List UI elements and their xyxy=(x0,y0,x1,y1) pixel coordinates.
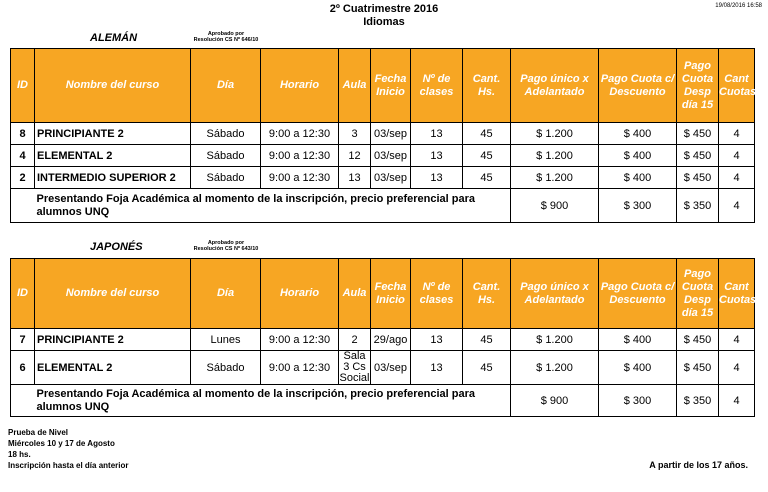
col-day-header: Día xyxy=(191,49,261,123)
preferential-price-note: Presentando Foja Académica al momento de la inscripción, precio preferencial para alumnos UNQ xyxy=(35,189,511,223)
level-test-dates: Miércoles 10 y 17 de Agosto xyxy=(8,439,115,448)
course-name: ELEMENTAL 2 xyxy=(35,145,191,167)
course-day: Sábado xyxy=(191,351,261,385)
col-start-header: Fecha Inicio xyxy=(371,49,411,123)
course-installments: 4 xyxy=(719,329,755,351)
course-table-japones xyxy=(10,258,755,417)
course-room: Sala 3 Cs Social xyxy=(339,351,370,384)
page-title: 2º Cuatrimestre 2016 xyxy=(329,3,439,15)
course-time: 9:00 a 12:30 xyxy=(261,351,339,385)
approval-line2: Resolución CS Nº 643/10 xyxy=(193,246,259,252)
course-start: 03/sep xyxy=(371,351,411,385)
section-name-aleman: ALEMÁN xyxy=(90,32,138,44)
course-id: 8 xyxy=(11,123,35,145)
course-time: 9:00 a 12:30 xyxy=(261,167,339,189)
course-single-price: $ 1.200 xyxy=(511,167,599,189)
col-late-header: Pago Cuota Desp día 15 xyxy=(677,49,719,123)
course-hours: 45 xyxy=(463,167,511,189)
course-id: 6 xyxy=(11,351,35,385)
course-start: 03/sep xyxy=(371,145,411,167)
course-id: 4 xyxy=(11,145,35,167)
col-discount-header: Pago Cuota c/ Descuento xyxy=(599,259,677,329)
course-id: 7 xyxy=(11,329,35,351)
course-installments: 4 xyxy=(719,351,755,385)
course-day: Sábado xyxy=(191,123,261,145)
course-classes: 13 xyxy=(411,329,463,351)
preferential-discount-price: $ 300 xyxy=(599,385,677,417)
course-id: 2 xyxy=(11,167,35,189)
timestamp: 19/08/2016 16:58 xyxy=(715,3,762,9)
course-hours: 45 xyxy=(463,351,511,385)
course-classes: 13 xyxy=(411,167,463,189)
course-single-price: $ 1.200 xyxy=(511,329,599,351)
course-start: 29/ago xyxy=(371,329,411,351)
col-single-header: Pago único x Adelantado xyxy=(511,259,599,329)
course-time: 9:00 a 12:30 xyxy=(261,145,339,167)
table-row xyxy=(11,351,755,385)
course-start: 03/sep xyxy=(371,167,411,189)
course-installments: 4 xyxy=(719,123,755,145)
course-day: Sábado xyxy=(191,145,261,167)
approval-line2: Resolución CS Nº 646/10 xyxy=(193,37,259,43)
course-classes: 13 xyxy=(411,123,463,145)
col-day-header: Día xyxy=(191,259,261,329)
col-name-header: Nombre del curso xyxy=(35,49,191,123)
course-day: Lunes xyxy=(191,329,261,351)
table-row xyxy=(11,145,755,167)
preferential-price-note: Presentando Foja Académica al momento de la inscripción, precio preferencial para alumnos UNQ xyxy=(35,385,511,417)
preferential-late-price: $ 350 xyxy=(677,385,719,417)
course-name: ELEMENTAL 2 xyxy=(35,351,191,385)
approval-line1: Aprobado por xyxy=(207,31,245,37)
level-test-title: Prueba de Nivel xyxy=(8,428,69,437)
preferential-late-price: $ 350 xyxy=(677,189,719,223)
col-late-header: Pago Cuota Desp día 15 xyxy=(677,259,719,329)
col-classes-header: Nº de clases xyxy=(411,49,463,123)
course-room: 13 xyxy=(339,167,371,189)
section-name-japones: JAPONÉS xyxy=(90,241,143,253)
col-hours-header: Cant. Hs. xyxy=(463,259,511,329)
approval-note-japones xyxy=(188,240,264,252)
col-name-header: Nombre del curso xyxy=(35,259,191,329)
preferential-price-row xyxy=(11,189,755,223)
course-start: 03/sep xyxy=(371,123,411,145)
table-header-row xyxy=(11,259,755,329)
registration-deadline: Inscripción hasta el día anterior xyxy=(8,461,129,470)
col-installments-header: Cant Cuotas xyxy=(719,49,755,123)
col-discount-header: Pago Cuota c/ Descuento xyxy=(599,49,677,123)
course-room: 3 xyxy=(339,123,371,145)
course-late-price: $ 450 xyxy=(677,351,719,385)
course-late-price: $ 450 xyxy=(677,167,719,189)
col-start-header: Fecha Inicio xyxy=(371,259,411,329)
col-room-header: Aula xyxy=(339,259,371,329)
course-late-price: $ 450 xyxy=(677,145,719,167)
course-hours: 45 xyxy=(463,145,511,167)
preferential-single-price: $ 900 xyxy=(511,385,599,417)
col-time-header: Horario xyxy=(261,259,339,329)
course-table-aleman xyxy=(10,48,755,223)
course-room: 12 xyxy=(339,145,371,167)
table-row xyxy=(11,123,755,145)
preferential-discount-price: $ 300 xyxy=(599,189,677,223)
course-day: Sábado xyxy=(191,167,261,189)
col-single-header: Pago único x Adelantado xyxy=(511,49,599,123)
col-id-header: ID xyxy=(11,259,35,329)
preferential-single-price: $ 900 xyxy=(511,189,599,223)
course-hours: 45 xyxy=(463,329,511,351)
course-hours: 45 xyxy=(463,123,511,145)
course-discount-price: $ 400 xyxy=(599,145,677,167)
course-time: 9:00 a 12:30 xyxy=(261,329,339,351)
course-room: 2 xyxy=(339,329,371,351)
preferential-price-row xyxy=(11,385,755,417)
col-time-header: Horario xyxy=(261,49,339,123)
table-row xyxy=(11,167,755,189)
preferential-installments: 4 xyxy=(719,189,755,223)
course-time: 9:00 a 12:30 xyxy=(261,123,339,145)
col-id-header: ID xyxy=(11,49,35,123)
course-name: PRINCIPIANTE 2 xyxy=(35,123,191,145)
course-discount-price: $ 400 xyxy=(599,351,677,385)
course-classes: 13 xyxy=(411,145,463,167)
level-test-info xyxy=(8,427,128,471)
course-single-price: $ 1.200 xyxy=(511,145,599,167)
preferential-installments: 4 xyxy=(719,385,755,417)
approval-note-aleman xyxy=(188,31,264,43)
course-classes: 13 xyxy=(411,351,463,385)
course-late-price: $ 450 xyxy=(677,123,719,145)
col-classes-header: Nº de clases xyxy=(411,259,463,329)
course-late-price: $ 450 xyxy=(677,329,719,351)
course-discount-price: $ 400 xyxy=(599,329,677,351)
col-installments-header: Cant Cuotas xyxy=(719,259,755,329)
col-room-header: Aula xyxy=(339,49,371,123)
course-single-price: $ 1.200 xyxy=(511,351,599,385)
course-installments: 4 xyxy=(719,167,755,189)
level-test-time: 18 hs. xyxy=(8,450,31,459)
page-subtitle: Idiomas xyxy=(363,16,405,28)
course-discount-price: $ 400 xyxy=(599,123,677,145)
age-requirement: A partir de los 17 años. xyxy=(649,460,748,470)
table-header-row xyxy=(11,49,755,123)
course-discount-price: $ 400 xyxy=(599,167,677,189)
course-single-price: $ 1.200 xyxy=(511,123,599,145)
course-name: INTERMEDIO SUPERIOR 2 xyxy=(35,167,191,189)
approval-line1: Aprobado por xyxy=(207,240,245,246)
table-row xyxy=(11,329,755,351)
col-hours-header: Cant. Hs. xyxy=(463,49,511,123)
course-name: PRINCIPIANTE 2 xyxy=(35,329,191,351)
course-installments: 4 xyxy=(719,145,755,167)
